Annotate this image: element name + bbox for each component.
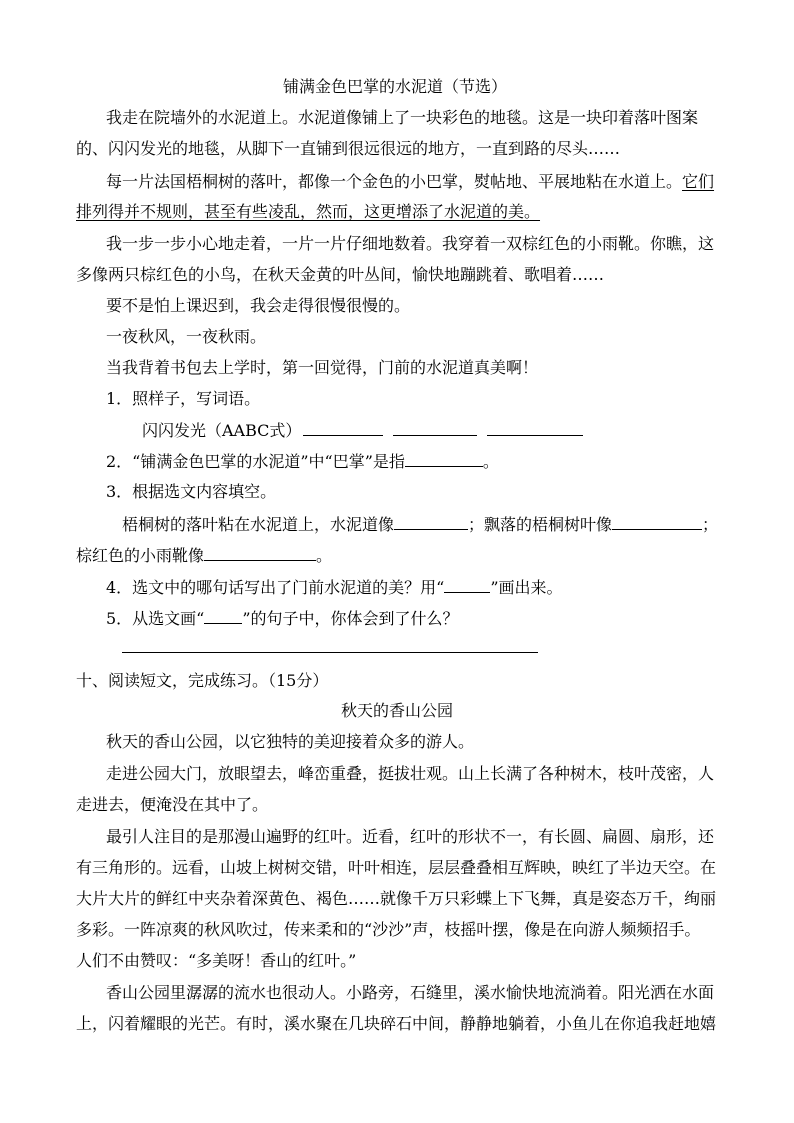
question-text: 棕红色的小雨靴像 [76, 546, 205, 565]
question-text: ”的句子中，你体会到了什么？ [242, 609, 459, 628]
paragraph-line: 要不是怕上课迟到，我会走得很慢很慢的。 [106, 296, 411, 315]
paragraph-line [76, 201, 540, 223]
answer-blank[interactable] [405, 450, 483, 467]
paragraph-line: 有三角形的。远看，山坡上树树交错，叶叶相连，层层叠叠相互辉映，映红了半边天空。在 [76, 858, 717, 877]
question-text: 5．从选文画“ [106, 609, 205, 628]
passage-title: 铺满金色巴掌的水泥道（节选） [283, 77, 508, 96]
answer-blank[interactable] [393, 419, 477, 436]
paragraph-line: 多像两只棕红色的小鸟，在秋天金黄的叶丛间，愉快地蹦跳着、歌唱着…… [76, 265, 605, 284]
paragraph-line: 走进公园大门，放眼望去，峰峦重叠，挺拔壮观。山上长满了各种树木，枝叶茂密，人 [106, 764, 715, 783]
paragraph-line: 的、闪闪发光的地毯，从脚下一直铺到很远很远的地方，一直到路的尽头…… [76, 139, 621, 158]
question-text: 2．“铺满金色巴掌的水泥道”中“巴掌”是指 [106, 452, 405, 471]
question-2 [106, 450, 499, 472]
underlined-sentence: 它们 [682, 172, 715, 191]
passage-title: 秋天的香山公园 [341, 701, 454, 720]
answer-blank[interactable] [394, 513, 468, 530]
paragraph-line: 走进去，便淹没在其中了。 [76, 795, 269, 814]
underlined-sentence: 排列得并不规则，甚至有些凌乱，然而，这更增添了水泥道的美。 [76, 202, 541, 221]
paragraph-line: 人们不由赞叹：“多美呀！香山的红叶。” [76, 951, 357, 970]
question-1: 1．照样子，写词语。 [106, 389, 261, 408]
example-word: 闪闪发光（AABC式） [142, 421, 302, 440]
paragraph-line: 大片大片的鲜红中夹杂着深黄色、褐色……就像千万只彩蝶上下飞舞，真是姿态万千，绚丽 [76, 889, 717, 908]
paragraph-line: 我一步一步小心地走着，一片一片仔细地数着。我穿着一双棕红色的小雨靴。你瞧，这 [106, 234, 715, 253]
question-3-line [76, 544, 332, 566]
paragraph-line: 我走在院墙外的水泥道上。水泥道像铺上了一块彩色的地毯。这是一块印着落叶图案 [106, 108, 699, 127]
answer-line[interactable] [122, 652, 538, 653]
question-4 [106, 576, 563, 598]
question-1-example [142, 419, 583, 441]
paragraph-line [106, 171, 714, 193]
question-text: 4．选文中的哪句话写出了门前水泥道的美？用“ [106, 578, 445, 597]
answer-blank[interactable] [612, 513, 702, 530]
question-text: 梧桐树的落叶粘在水泥道上，水泥道像 [122, 515, 395, 534]
paragraph-line: 上，闪着耀眼的光芒。有时，溪水聚在几块碎石中间，静静地躺着，小鱼儿在你追我赶地嬉 [76, 1014, 717, 1033]
answer-blank[interactable] [303, 419, 383, 436]
answer-blank[interactable] [204, 544, 316, 561]
question-text: 。 [482, 452, 499, 471]
question-text: 。 [316, 546, 333, 565]
question-text: ；飘落的梧桐树叶像 [468, 515, 613, 534]
paragraph-line: 一夜秋风，一夜秋雨。 [106, 327, 267, 346]
paragraph-line: 香山公园里潺潺的流水也很动人。小路旁，石缝里，溪水愉快地流淌着。阳光洒在水面 [106, 983, 715, 1002]
paragraph-line: 秋天的香山公园，以它独特的美迎接着众多的游人。 [106, 732, 475, 751]
paragraph-line: 当我背着书包去上学时，第一回觉得，门前的水泥道真美啊！ [106, 358, 539, 377]
question-text: ； [702, 515, 719, 534]
paragraph-text: 每一片法国梧桐树的落叶，都像一个金色的小巴掌，熨帖地、平展地粘在水道上。 [106, 172, 683, 191]
paragraph-line: 多彩。一阵凉爽的秋风吹过，传来柔和的“沙沙”声，枝摇叶摆，像是在向游人频频招手。 [76, 920, 701, 939]
question-text: ”画出来。 [490, 578, 563, 597]
question-5 [106, 607, 459, 629]
section-heading: 十、阅读短文，完成练习。（15分） [76, 671, 329, 690]
question-3: 3．根据选文内容填空。 [106, 482, 277, 501]
paragraph-line: 最引人注目的是那漫山遍野的红叶。近看，红叶的形状不一，有长圆、扁圆、扇形，还 [106, 827, 715, 846]
question-3-line [122, 513, 718, 535]
underline-mark-sample [444, 576, 490, 593]
answer-blank[interactable] [487, 419, 583, 436]
underline-mark-sample [204, 607, 242, 624]
